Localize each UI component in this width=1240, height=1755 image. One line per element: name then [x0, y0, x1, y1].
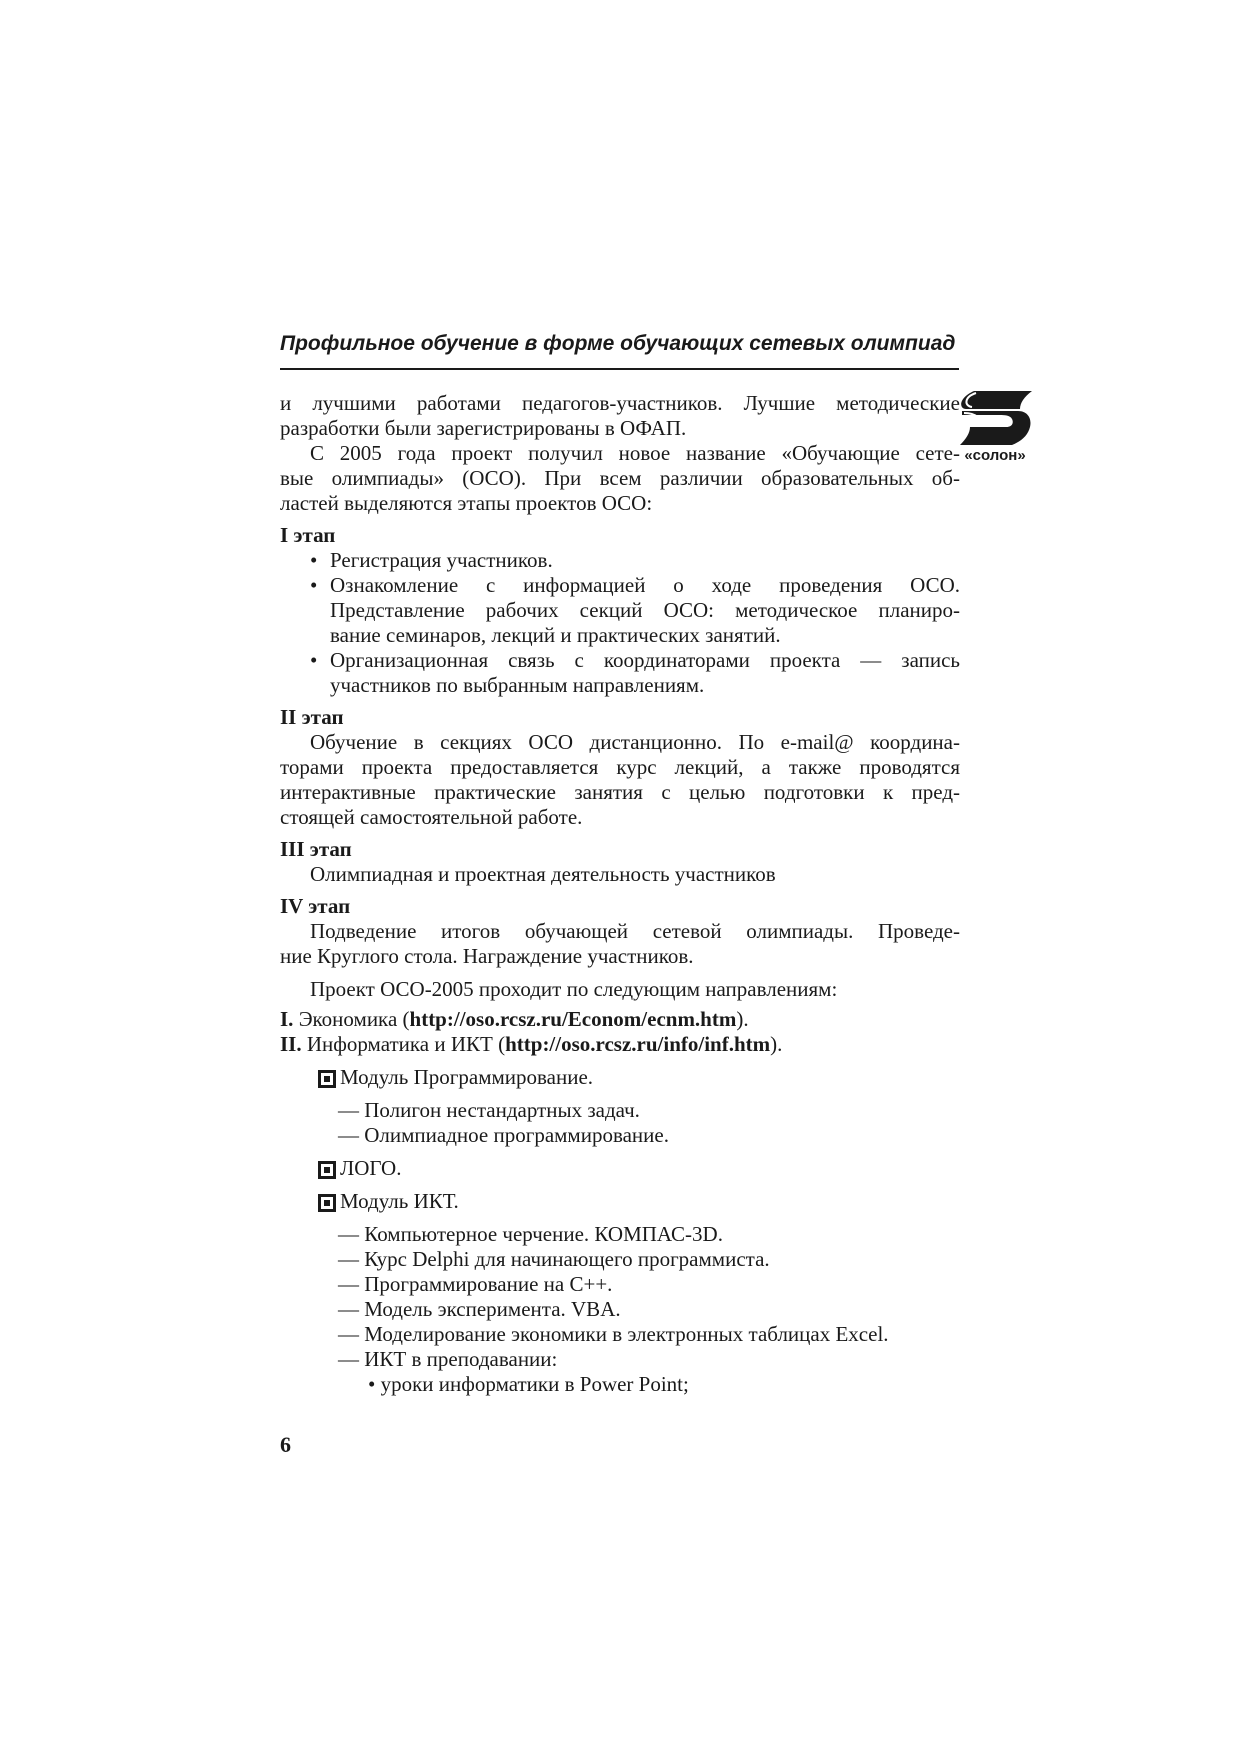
list-item: — Олимпиадное программирование.: [338, 1123, 669, 1147]
stage-heading: III этап: [280, 837, 352, 861]
list-item: [310, 648, 960, 698]
text-line: Регистрация участников.: [330, 548, 553, 572]
list-item: [310, 573, 960, 648]
bullet-icon: •: [310, 573, 318, 597]
directions-list: [280, 1007, 960, 1057]
stage-heading: IV этап: [280, 894, 351, 918]
list-item-text: Олимпиадное программирование.: [364, 1123, 669, 1147]
paragraph-continuation: [280, 391, 960, 441]
list-item: — Полигон нестандартных задач.: [338, 1098, 640, 1122]
text-line: Подведение итогов обучающей сетевой олимпиады. Проведе-: [310, 919, 960, 943]
direction-number: II.: [280, 1032, 302, 1056]
list-item-text: уроки информатики в Power Point;: [380, 1372, 689, 1396]
text-line: Представление рабочих секций ОСО: методическое планиро-: [330, 598, 960, 622]
text-line: разработки были зарегистрированы в ОФАП.: [280, 416, 687, 440]
text-line: ние Круглого стола. Награждение участников.: [280, 944, 694, 968]
list-item-text: Программирование на С++.: [364, 1272, 613, 1296]
text-line: ластей выделяются этапы проектов ОСО:: [280, 491, 653, 515]
list-item-text: ИКТ в преподавании:: [364, 1347, 558, 1371]
text-line: Олимпиадная и проектная деятельность участников: [310, 862, 776, 886]
running-header: Профильное обучение в форме обучающих сетевых олимпиад: [280, 332, 956, 355]
module-item: [280, 1065, 960, 1090]
main-text: [280, 391, 960, 1397]
list-item-text: Компьютерное черчение. КОМПАС-3D.: [364, 1222, 723, 1246]
list-item-text: Курс Delphi для начинающего программиста.: [364, 1247, 770, 1271]
direction-number: I.: [280, 1007, 294, 1031]
list-item: — Моделирование экономики в электронных таблицах Excel.: [338, 1322, 889, 1346]
list-item-text: Модель эксперимента. VBA.: [364, 1297, 621, 1321]
text-line: Ознакомление с информацией о ходе проведения ОСО.: [330, 573, 960, 597]
text-line: Обучение в секциях ОСО дистанционно. По e-mail@ координа-: [310, 730, 960, 754]
module-title: ЛОГО.: [340, 1156, 402, 1180]
square-bullet-icon: [318, 1070, 336, 1088]
text-line: стоящей самостоятельной работе.: [280, 805, 583, 829]
direction-url: http://oso.rcsz.ru/Econom/ecnm.htm: [409, 1007, 737, 1031]
list-item: [310, 548, 960, 573]
stage-2-text: [280, 730, 960, 830]
module-item: [280, 1189, 960, 1214]
page-number: 6: [280, 1432, 291, 1457]
text-line: вание семинаров, лекций и практических занятий.: [330, 623, 781, 647]
text-line: Организационная связь с координаторами проекта — запись: [330, 648, 960, 672]
list-item: — Курс Delphi для начинающего программиста.: [338, 1247, 770, 1271]
header-rule: [280, 368, 959, 370]
sub-list-item: [280, 1372, 960, 1397]
stage-3-text: [280, 862, 960, 887]
text-line: торами проекта предоставляется курс лекций, а также проводятся: [280, 755, 960, 779]
list-item: — Модель эксперимента. VBA.: [338, 1297, 621, 1321]
bullet-icon: •: [368, 1372, 376, 1396]
publisher-logo: [956, 389, 1034, 471]
bullet-icon: •: [310, 548, 318, 572]
text-line: участников по выбранным направлениям.: [330, 673, 705, 697]
text-line: вые олимпиады» (ОСО). При всем различии образовательных об-: [280, 466, 960, 490]
stage-4-text: [280, 919, 960, 969]
directions-intro: Проект ОСО-2005 проходит по следующим направлениям:: [310, 977, 838, 1001]
stage-heading: I этап: [280, 523, 336, 547]
list-item: — Программирование на С++.: [338, 1272, 613, 1296]
direction-name: Информатика и ИКТ: [306, 1032, 493, 1056]
text-line: С 2005 года проект получил новое название «Обучающие сете-: [310, 441, 960, 465]
direction-item: I. Экономика (http://oso.rcsz.ru/Econom/ecnm.htm).: [280, 1007, 749, 1031]
bullet-icon: •: [310, 648, 318, 672]
module-ict-list: [280, 1222, 960, 1372]
list-item-text: Полигон нестандартных задач.: [364, 1098, 640, 1122]
module-title: Модуль Программирование.: [340, 1065, 594, 1089]
text-line: и лучшими работами педагогов-участников. Лучшие методические: [280, 391, 960, 415]
direction-name: Экономика: [298, 1007, 398, 1031]
square-bullet-icon: [318, 1161, 336, 1179]
list-item-text: Моделирование экономики в электронных таблицах Excel.: [364, 1322, 889, 1346]
stage-1-list: [280, 548, 960, 698]
list-item: — Компьютерное черчение. КОМПАС-3D.: [338, 1222, 723, 1246]
text-line: интерактивные практические занятия с целью подготовки к пред-: [280, 780, 960, 804]
module-programming-list: [280, 1098, 960, 1148]
solon-s-logo-icon: [956, 389, 1034, 451]
logo-text: «солон»: [964, 447, 1026, 464]
square-bullet-icon: [318, 1194, 336, 1212]
module-title: Модуль ИКТ.: [340, 1189, 459, 1213]
direction-url: http://oso.rcsz.ru/info/inf.htm: [505, 1032, 771, 1056]
stage-heading: II этап: [280, 705, 344, 729]
list-item: — ИКТ в преподавании:: [338, 1347, 558, 1371]
paragraph-project-2005: [280, 441, 960, 516]
module-item: [280, 1156, 960, 1181]
direction-item: II. Информатика и ИКТ (http://oso.rcsz.ru/info/inf.htm).: [280, 1032, 783, 1056]
